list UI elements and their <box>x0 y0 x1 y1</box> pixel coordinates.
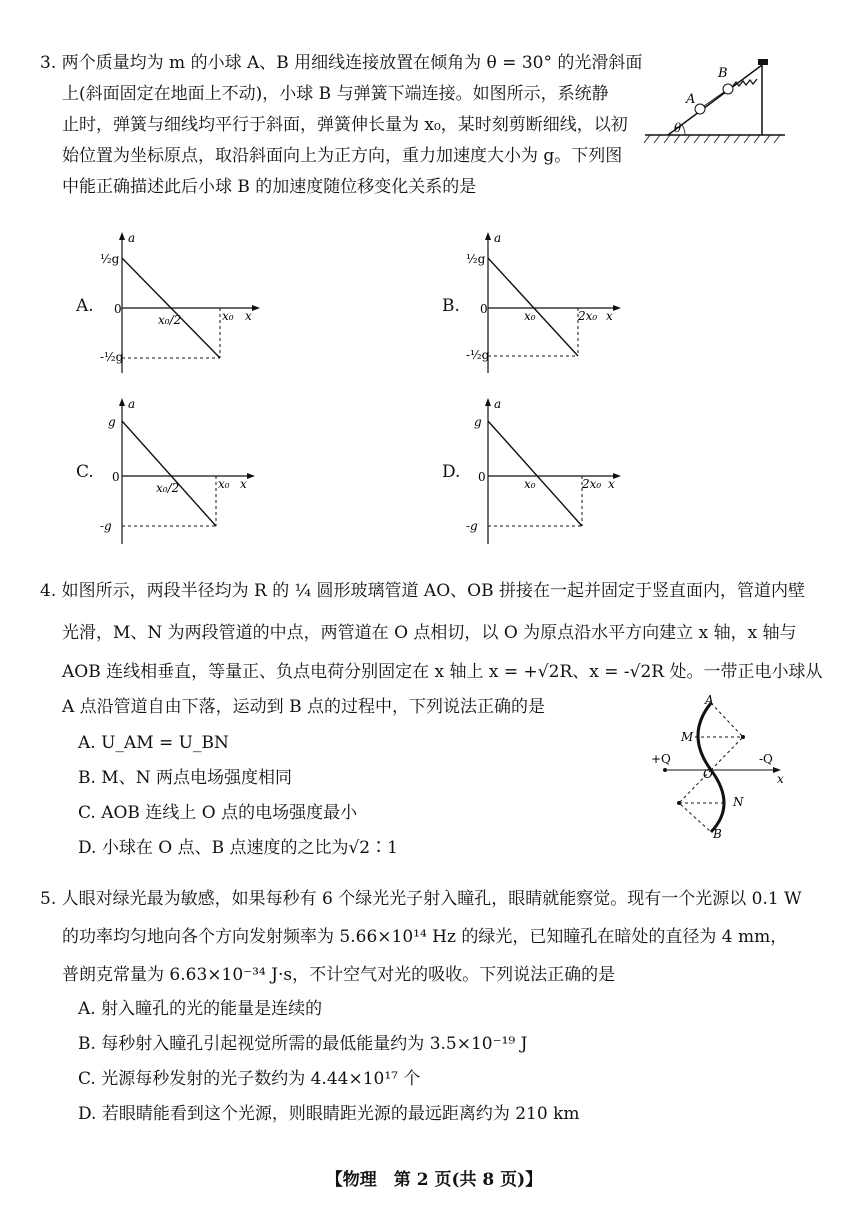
q5-line-2: 的功率均匀地向各个方向发射频率为 5.66×10¹⁴ Hz 的绿光，已知瞳孔在暗处的直径为 4 mm， <box>62 927 788 947</box>
y-bottom-label: -g <box>100 519 112 533</box>
x-mid-label: x₀/2 <box>156 481 180 495</box>
svg-text:x: x <box>245 309 252 323</box>
svg-text:x: x <box>608 477 615 491</box>
label-b: B <box>718 66 728 81</box>
y-top-label: g <box>108 415 116 429</box>
incline-surface <box>668 65 762 135</box>
graph-option-c <box>100 396 265 546</box>
y-bottom-label: -g <box>466 519 478 533</box>
question-3 <box>40 48 650 203</box>
q4-option-a: A. U_AM = U_BN <box>78 733 229 753</box>
graph-option-a <box>100 228 265 376</box>
x-end-label: x₀ <box>218 477 230 491</box>
svg-text:0: 0 <box>480 302 488 316</box>
graph-option-b <box>466 228 631 376</box>
accel-line <box>122 421 216 526</box>
svg-text:a: a <box>494 231 502 245</box>
y-top-label: g <box>474 415 482 429</box>
graph-option-d <box>466 396 631 546</box>
q3-line-1: 3. 两个质量均为 m 的小球 A、B 用细线连接放置在倾角为 θ = 30° 的光滑斜面 <box>40 53 643 73</box>
svg-text:B: B <box>713 827 722 840</box>
q5-option-d: D. 若眼睛能看到这个光源，则眼睛距光源的最远距离约为 210 km <box>78 1104 580 1124</box>
label-theta: θ <box>674 121 682 135</box>
q4-option-d: D. 小球在 O 点、B 点速度的之比为√2∶1 <box>78 838 398 858</box>
page-footer: 【物理 第 2 页(共 8 页)】 <box>325 1170 543 1190</box>
y-bottom-label: -½g <box>466 348 490 362</box>
accel-line <box>488 258 578 356</box>
q3-option-c-label: C. <box>76 462 94 482</box>
svg-text:x: x <box>240 477 247 491</box>
svg-text:x: x <box>777 772 784 786</box>
svg-text:0: 0 <box>478 470 486 484</box>
ball-a <box>695 104 705 114</box>
y-top-label: ½g <box>100 252 120 266</box>
x-mid-label: x₀ <box>524 309 536 323</box>
svg-text:N: N <box>733 795 744 809</box>
q3-option-b-label: B. <box>442 296 460 316</box>
q3-number: 3. <box>40 53 57 73</box>
q3-option-a-label: A. <box>76 296 94 316</box>
q5-option-b: B. 每秒射入瞳孔引起视觉所需的最低能量约为 3.5×10⁻¹⁹ J <box>78 1034 528 1054</box>
q4-option-c: C. AOB 连线上 O 点的电场强度最小 <box>78 803 358 823</box>
svg-text:a: a <box>128 397 136 411</box>
pipe-figure <box>645 695 795 840</box>
svg-text:0: 0 <box>112 470 120 484</box>
q4-options <box>78 726 668 866</box>
y-bottom-label: -½g <box>100 350 124 364</box>
q3-line-3: 止时，弹簧与细线均平行于斜面，弹簧伸长量为 x₀，某时刻剪断细线，以初 <box>62 115 628 135</box>
x-end-label: 2x₀ <box>582 477 602 491</box>
x-mid-label: x₀ <box>524 477 536 491</box>
q4-option-b: B. M、N 两点电场强度相同 <box>78 768 292 788</box>
y-top-label: ½g <box>466 252 486 266</box>
incline-figure <box>640 55 790 145</box>
svg-text:-Q: -Q <box>759 752 773 766</box>
q4-line-1: 4. 如图所示，两段半径均为 R 的 ¼ 圆形玻璃管道 AO、OB 拼接在一起并固定于竖直面内，管道内壁 <box>40 581 805 601</box>
q3-line-2: 上(斜面固定在地面上不动)，小球 B 与弹簧下端连接。如图所示，系统静 <box>62 84 609 104</box>
q4-line-3: AOB 连线相垂直，等量正、负点电荷分别固定在 x 轴上 x = +√2R、x = -√2R 处。一带正电小球从 <box>62 662 823 682</box>
q5-line-3: 普朗克常量为 6.63×10⁻³⁴ J·s，不计空气对光的吸收。下列说法正确的是 <box>62 965 616 985</box>
svg-text:A: A <box>705 695 714 707</box>
q5-option-c: C. 光源每秒发射的光子数约为 4.44×10¹⁷ 个 <box>78 1069 421 1089</box>
q5-option-a: A. 射入瞳孔的光的能量是连续的 <box>78 999 323 1019</box>
q5-line-1: 5. 人眼对绿光最为敏感，如果每秒有 6 个绿光光子射入瞳孔，眼睛就能察觉。现有一个光源以 0.1 W <box>40 889 802 909</box>
question-5 <box>40 880 840 994</box>
svg-text:0: 0 <box>114 302 122 316</box>
svg-text:a: a <box>128 231 136 245</box>
q5-options <box>78 992 778 1132</box>
svg-text:a: a <box>494 397 502 411</box>
spring <box>732 79 757 87</box>
q4-line-4: A 点沿管道自由下落，运动到 B 点的过程中，下列说法正确的是 <box>62 697 545 717</box>
x-end-label: x₀ <box>222 309 234 323</box>
svg-text:x: x <box>606 309 613 323</box>
svg-text:M: M <box>681 730 694 744</box>
q4-line-2: 光滑，M、N 为两段管道的中点，两管道在 O 点相切，以 O 为原点沿水平方向建立 x 轴，x 轴与 <box>62 623 797 643</box>
label-a: A <box>686 92 696 107</box>
ball-b <box>723 84 733 94</box>
q3-line-4: 始位置为坐标原点，取沿斜面向上为正方向，重力加速度大小为 g。下列图 <box>62 146 623 166</box>
x-mid-label: x₀/2 <box>158 313 182 327</box>
accel-line <box>488 421 582 526</box>
x-end-label: 2x₀ <box>578 309 598 323</box>
svg-text:O: O <box>703 767 713 781</box>
q3-line-5: 中能正确描述此后小球 B 的加速度随位移变化关系的是 <box>62 177 477 197</box>
q3-option-d-label: D. <box>442 462 461 482</box>
svg-text:+Q: +Q <box>651 752 671 766</box>
